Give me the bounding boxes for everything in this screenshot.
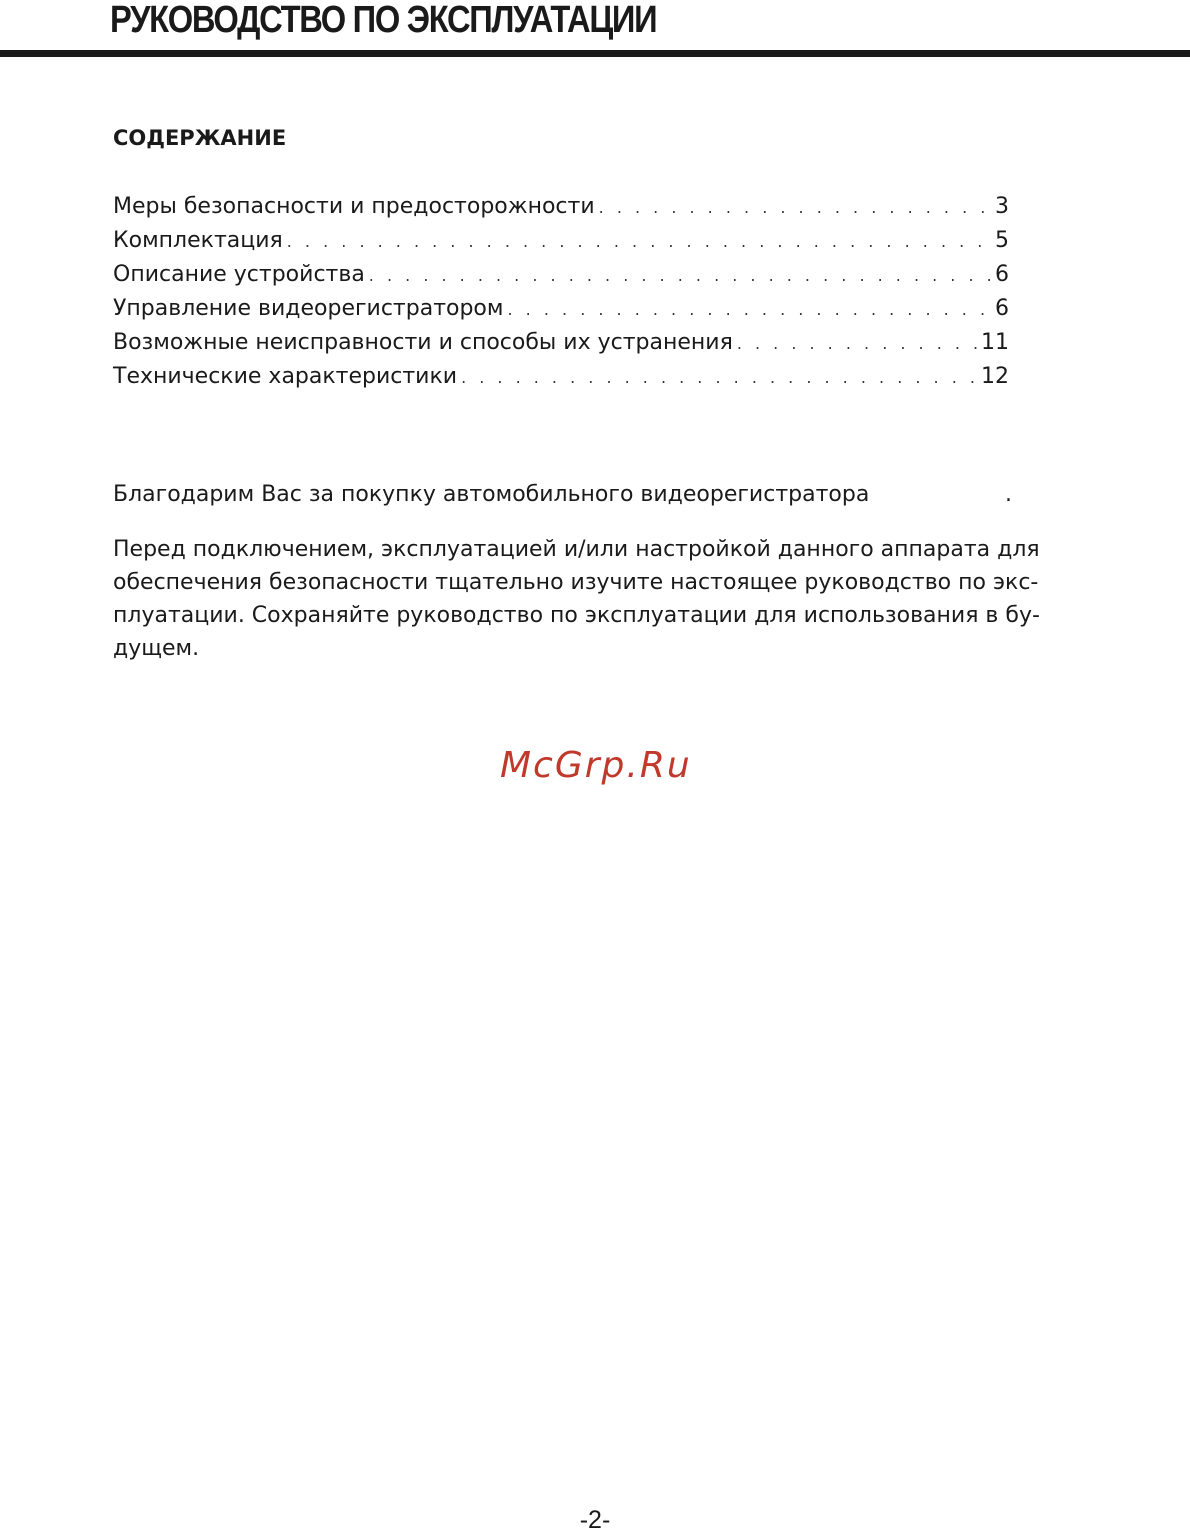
toc-item[interactable]: [113, 224, 1009, 258]
toc-leader-dots: [508, 293, 994, 327]
page-number: -2-: [579, 1506, 611, 1534]
toc-item-page: 6: [995, 296, 1009, 321]
toc-leader-dots: [287, 225, 993, 259]
toc-leader-dots: [461, 361, 979, 395]
thanks-period: .: [1005, 482, 1012, 507]
thanks-text: Благодарим Вас за покупку автомобильного видеорегистратора: [113, 482, 870, 507]
toc-item-page: 3: [995, 194, 1009, 219]
thanks-paragraph: [113, 478, 1073, 512]
toc-item[interactable]: [113, 292, 1009, 326]
table-of-contents: [113, 190, 1009, 394]
toc-leader-dots: [599, 191, 993, 225]
toc-item-label: Возможные неисправности и способы их устранения: [113, 330, 733, 355]
toc-item-page: 5: [995, 228, 1009, 253]
intro-line: дущем.: [113, 636, 200, 661]
toc-item[interactable]: [113, 360, 1009, 394]
toc-item-page: 6: [995, 262, 1009, 287]
toc-item-label: Управление видеорегистратором: [113, 296, 504, 321]
toc-item[interactable]: [113, 258, 1009, 292]
toc-item[interactable]: [113, 190, 1009, 224]
toc-item-page: 12: [981, 364, 1009, 389]
toc-item[interactable]: [113, 326, 1009, 360]
toc-leader-dots: [737, 327, 979, 361]
toc-item-label: Описание устройства: [113, 262, 365, 287]
toc-item-label: Меры безопасности и предосторожности: [113, 194, 595, 219]
intro-line: Перед подключением, эксплуатацией и/или настройкой данного аппарата для: [113, 537, 1040, 562]
header-divider: [0, 50, 1190, 57]
toc-item-label: Технические характеристики: [113, 364, 458, 389]
intro-paragraph: [113, 533, 1078, 665]
toc-item-page: 11: [981, 330, 1009, 355]
toc-item-label: Комплектация: [113, 228, 283, 253]
intro-line: плуатации. Сохраняйте руководство по эксплуатации для использования в бу-: [113, 603, 1040, 628]
toc-leader-dots: [369, 259, 993, 293]
toc-heading: СОДЕРЖАНИЕ: [113, 126, 287, 150]
watermark: McGrp.Ru: [500, 745, 692, 786]
page-title: РУКОВОДСТВО ПО ЭКСПЛУАТАЦИИ: [110, 0, 657, 41]
intro-line: обеспечения безопасности тщательно изучите настоящее руководство по экс-: [113, 570, 1039, 595]
